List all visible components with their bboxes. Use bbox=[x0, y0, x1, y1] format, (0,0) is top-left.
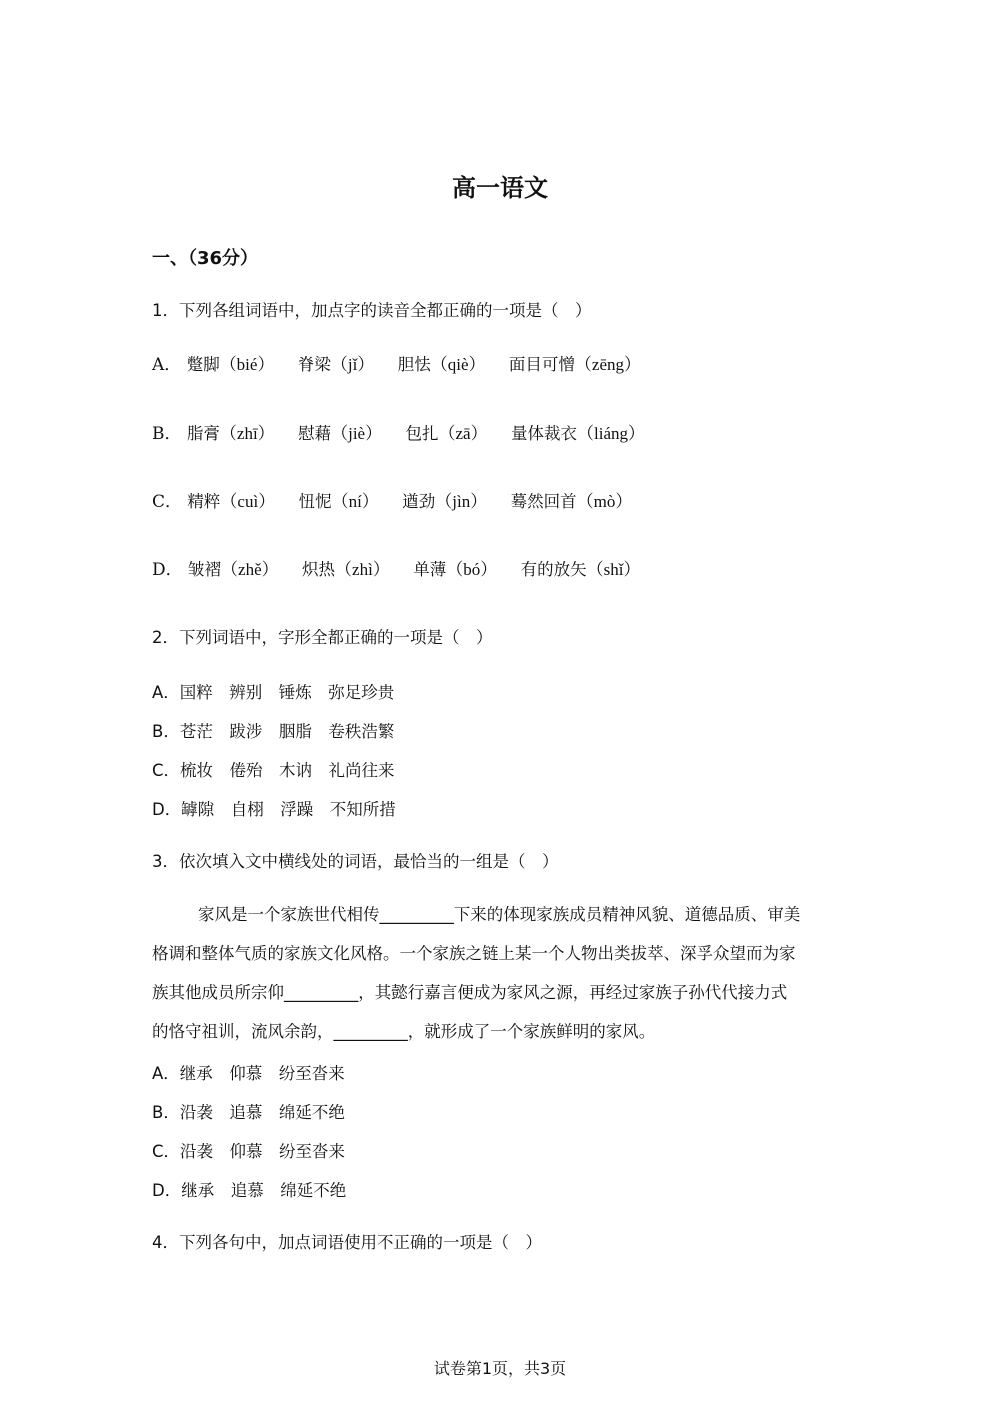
option-pinyin: （shǐ） bbox=[586, 560, 641, 579]
section-heading: 一、（36分） bbox=[152, 248, 259, 269]
option-word: 脂膏 bbox=[186, 424, 220, 443]
passage-line: 家风是一个家族世代相传_________下来的体现家族成员精神风貌、道德品质、审美 bbox=[198, 905, 801, 924]
question-3-option-a bbox=[152, 1060, 345, 1084]
option-label: A． bbox=[152, 355, 182, 375]
option-text: 梳妆 倦殆 木讷 礼尚往来 bbox=[180, 761, 395, 780]
option-word: 精粹 bbox=[187, 492, 221, 511]
passage-line: 的恪守祖训，流风余韵，_________，就形成了一个家族鲜明的家风。 bbox=[152, 1022, 656, 1041]
option-pinyin: （zhī） bbox=[219, 424, 275, 443]
option-word: 蹩脚 bbox=[186, 355, 220, 374]
option-pinyin: （zhì） bbox=[335, 560, 390, 579]
option-word: 脊梁 bbox=[297, 355, 331, 374]
question-1-stem: 1．下列各组词语中，加点字的读音全都正确的一项是（ ） bbox=[152, 301, 592, 320]
option-pinyin: （zā） bbox=[438, 424, 488, 443]
passage-line: 族其他成员所宗仰_________，其懿行嘉言便成为家风之源，再经过家族子孙代代接力式 bbox=[152, 983, 788, 1002]
option-text: 罅隙 自栩 浮躁 不知所措 bbox=[181, 800, 396, 819]
question-3-passage bbox=[152, 895, 852, 1051]
page-title: 高一语文 bbox=[452, 174, 548, 202]
option-word: 量体裁衣 bbox=[511, 424, 577, 443]
option-pinyin: （jǐ） bbox=[330, 355, 375, 374]
question-1-option-a bbox=[152, 350, 641, 375]
option-pinyin: （bó） bbox=[446, 560, 498, 579]
option-word: 单薄 bbox=[413, 560, 447, 579]
question-3-stem: 3．依次填入文中横线处的词语，最恰当的一组是（ ） bbox=[152, 852, 559, 871]
option-pinyin: （jìn） bbox=[435, 492, 488, 511]
option-pinyin: （jiè） bbox=[331, 424, 383, 443]
option-label: D． bbox=[152, 1181, 182, 1200]
option-label: C． bbox=[152, 1142, 181, 1161]
question-3-option-d bbox=[152, 1177, 346, 1201]
option-word: 有的放矢 bbox=[520, 560, 587, 579]
option-pinyin: （bié） bbox=[219, 355, 275, 374]
question-3-option-b bbox=[152, 1099, 345, 1123]
question-2-option-d bbox=[152, 796, 396, 820]
question-4-stem: 4．下列各句中，加点词语使用不正确的一项是（ ） bbox=[152, 1233, 542, 1252]
option-label: B． bbox=[152, 424, 182, 444]
question-2-option-a bbox=[152, 679, 394, 703]
option-word: 炽热 bbox=[302, 560, 336, 579]
option-pinyin: （qiè） bbox=[430, 355, 486, 374]
option-pinyin: （zēng） bbox=[574, 355, 642, 374]
option-word: 遒劲 bbox=[402, 492, 436, 511]
question-2-option-c bbox=[152, 757, 395, 781]
question-2-stem: 2．下列词语中，字形全都正确的一项是（ ） bbox=[152, 628, 493, 647]
question-2-option-b bbox=[152, 718, 394, 742]
question-1-option-b bbox=[152, 419, 645, 444]
option-word: 忸怩 bbox=[298, 492, 332, 511]
passage-line: 格调和整体气质的家族文化风格。一个家族之链上某一个人物出类拔萃、深孚众望而为家 bbox=[152, 944, 796, 963]
option-label: B． bbox=[152, 722, 180, 741]
option-word: 蓦然回首 bbox=[510, 492, 577, 511]
option-word: 包扎 bbox=[405, 424, 439, 443]
option-pinyin: （zhě） bbox=[221, 560, 279, 579]
option-pinyin: （ní） bbox=[331, 492, 379, 511]
question-1-option-d bbox=[152, 555, 640, 580]
option-label: D． bbox=[152, 560, 183, 580]
option-text: 苍茫 跋涉 胭脂 卷秩浩繁 bbox=[179, 722, 395, 741]
option-text: 继承 仰慕 纷至沓来 bbox=[179, 1064, 345, 1083]
option-label: A． bbox=[152, 683, 180, 702]
option-word: 慰藉 bbox=[298, 424, 332, 443]
option-label: B． bbox=[152, 1103, 180, 1122]
question-1-option-c bbox=[152, 487, 632, 512]
option-label: C． bbox=[152, 761, 181, 780]
option-pinyin: （liáng） bbox=[577, 424, 645, 443]
question-3-option-c bbox=[152, 1138, 345, 1162]
option-word: 皱褶 bbox=[188, 560, 222, 579]
option-pinyin: （mò） bbox=[576, 492, 633, 511]
option-word: 胆怯 bbox=[397, 355, 431, 374]
option-text: 国粹 辨别 锤炼 弥足珍贵 bbox=[179, 683, 395, 702]
option-pinyin: （cuì） bbox=[220, 492, 276, 511]
page-footer: 试卷第1页，共3页 bbox=[433, 1359, 567, 1378]
option-text: 继承 追慕 绵延不绝 bbox=[181, 1181, 347, 1200]
option-text: 沿袭 仰慕 纷至沓来 bbox=[180, 1142, 346, 1161]
option-label: C． bbox=[152, 492, 183, 512]
option-word: 面目可憎 bbox=[508, 355, 575, 374]
option-text: 沿袭 追慕 绵延不绝 bbox=[179, 1103, 345, 1122]
option-label: A． bbox=[152, 1064, 180, 1083]
option-label: D． bbox=[152, 800, 182, 819]
